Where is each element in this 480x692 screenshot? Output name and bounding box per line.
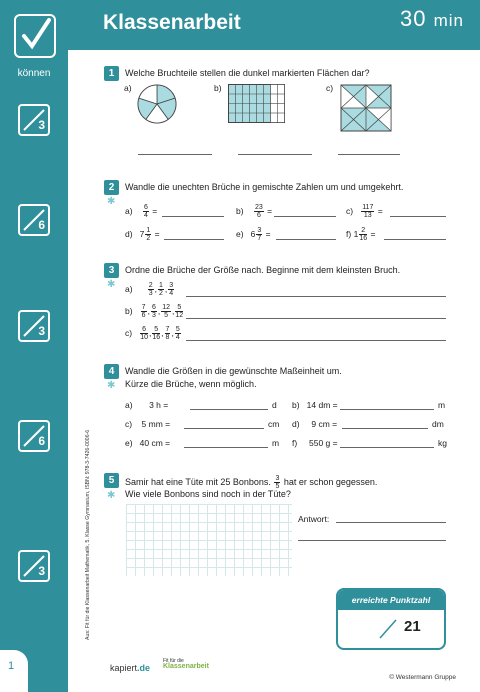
time-limit xyxy=(400,6,464,32)
task4-item-f: f) 550 g = xyxy=(292,438,338,448)
task2-item-f: f) 1 $\frac{2}{16}$ = xyxy=(346,227,376,242)
answer-line[interactable] xyxy=(184,428,264,429)
unit: m xyxy=(272,438,280,448)
task-instruction-2: Wie viele Bonbons sind noch in der Tüte? xyxy=(125,489,291,499)
task-instruction: Wandle die Größen in die gewünschte Maßeinheit um. xyxy=(125,366,342,376)
task-instruction-2: Kürze die Brüche, wenn möglich. xyxy=(125,379,257,389)
sidebar xyxy=(0,0,68,692)
slash-divider xyxy=(378,618,400,640)
answer-line[interactable] xyxy=(336,522,446,523)
pie-figure xyxy=(136,83,178,125)
sub-label: c) xyxy=(326,83,334,93)
task4-item-e: e) 40 cm = xyxy=(125,438,171,448)
answer-line[interactable] xyxy=(162,216,224,217)
sub-label: a) xyxy=(124,83,132,93)
task2-item-c: c) $\frac{117}{13}$ = xyxy=(346,204,383,219)
score-box-2 xyxy=(18,204,50,236)
star-icon: ✱ xyxy=(107,380,116,391)
answer-line[interactable] xyxy=(340,447,434,448)
sidebar-label: können xyxy=(17,68,51,79)
task2-item-e: e) 6 $\frac{3}{7}$ = xyxy=(236,227,271,242)
square-triangles-figure xyxy=(340,84,392,132)
task-number: 3 xyxy=(104,263,119,278)
answer-line[interactable] xyxy=(338,154,400,155)
task4-item-c: c) 5 mm = xyxy=(125,419,171,429)
answer-line[interactable] xyxy=(186,318,446,319)
rectangle-grid-figure xyxy=(228,84,286,124)
checkmark-icon xyxy=(14,14,56,58)
sub-label: b) xyxy=(214,83,222,93)
task-number: 4 xyxy=(104,364,119,379)
task-number: 2 xyxy=(104,180,119,195)
time-unit: min xyxy=(433,11,464,30)
answer-line[interactable] xyxy=(342,428,428,429)
unit: cm xyxy=(268,419,280,429)
task2-item-a: a) $\frac{6}{4}$ = xyxy=(125,204,158,219)
answer-line[interactable] xyxy=(184,447,268,448)
isbn-credit: Aus: Fit für die Klassenarbeit Mathematik, 5. Klasse Gymnasium, ISBN: 978-3-7426-0006-6 xyxy=(85,429,91,640)
task-instruction: Ordne die Brüche der Größe nach. Beginne mit dem kleinsten Bruch. xyxy=(125,265,401,275)
score-max: 3 xyxy=(38,118,45,132)
answer-line[interactable] xyxy=(276,239,336,240)
answer-line[interactable] xyxy=(274,216,336,217)
task2-item-d: d) 7 $\frac{1}{2}$ = xyxy=(125,227,160,242)
star-icon: ✱ xyxy=(107,490,116,501)
answer-line[interactable] xyxy=(390,216,446,217)
star-icon: ✱ xyxy=(107,196,116,207)
score-max: 6 xyxy=(38,434,45,448)
answer-line[interactable] xyxy=(186,340,446,341)
points-max: 21 xyxy=(404,618,421,635)
score-max: 3 xyxy=(38,324,45,338)
score-box-3 xyxy=(18,310,50,342)
answer-line[interactable] xyxy=(190,409,268,410)
task-number: 5 xyxy=(104,473,119,488)
task3-row-a: a) $\frac{2}{3}$ , $\frac{1}{2}$ , $\frac{3}{4}$ xyxy=(125,282,174,297)
score-box-5 xyxy=(18,550,50,582)
points-box xyxy=(336,588,446,650)
time-value: 30 xyxy=(399,6,427,31)
answer-line[interactable] xyxy=(340,409,434,410)
task4-item-d: d) 9 cm = xyxy=(292,419,338,429)
calculation-grid[interactable] xyxy=(126,504,292,576)
task-instruction: Welche Bruchteile stellen die dunkel markierten Flächen dar? xyxy=(125,68,370,78)
copyright: © Westermann Gruppe xyxy=(389,674,456,681)
score-box-1 xyxy=(18,104,50,136)
unit: m xyxy=(438,400,446,410)
unit: d xyxy=(272,400,277,410)
kapiert-logo: kapiert.de xyxy=(110,663,151,673)
task3-row-c: c) $\frac{6}{10}$ , $\frac{5}{16}$ , $\frac{7}{8}$ , $\frac{5}{4}$ xyxy=(125,326,180,341)
task4-item-b: b) 14 dm = xyxy=(292,400,338,410)
answer-line[interactable] xyxy=(138,154,212,155)
points-title: erreichte Punktzahl xyxy=(338,590,444,610)
fit-klassenarbeit-logo: Fit für die Klassenarbeit xyxy=(163,658,209,670)
task4-item-a: a) 3 h = xyxy=(125,400,169,410)
score-box-4 xyxy=(18,420,50,452)
star-icon: ✱ xyxy=(107,279,116,290)
answer-line[interactable] xyxy=(164,239,224,240)
task3-row-b: b) $\frac{7}{6}$ , $\frac{6}{3}$ , $\frac{12}{5}$ , $\frac{5}{12}$ xyxy=(125,304,184,319)
answer-line[interactable] xyxy=(298,540,446,541)
unit: kg xyxy=(438,438,447,448)
answer-label: Antwort: xyxy=(298,514,330,524)
answer-line[interactable] xyxy=(186,296,446,297)
page-number: 1 xyxy=(0,650,28,692)
unit: dm xyxy=(432,419,444,429)
answer-line[interactable] xyxy=(238,154,312,155)
task-instruction: Wandle die unechten Brüche in gemischte Zahlen um und umgekehrt. xyxy=(125,182,404,192)
task-number: 1 xyxy=(104,66,119,81)
task2-item-b: b) $\frac{23}{6}$ = xyxy=(236,204,273,219)
task-instruction: Samir hat eine Tüte mit 25 Bonbons. $\frac{3}{5}$ hat er schon gegessen. xyxy=(125,475,378,490)
answer-line[interactable] xyxy=(384,239,446,240)
page-title: Klassenarbeit xyxy=(103,11,241,34)
header-bar xyxy=(68,0,480,50)
score-max: 6 xyxy=(38,218,45,232)
score-max: 3 xyxy=(38,564,45,578)
